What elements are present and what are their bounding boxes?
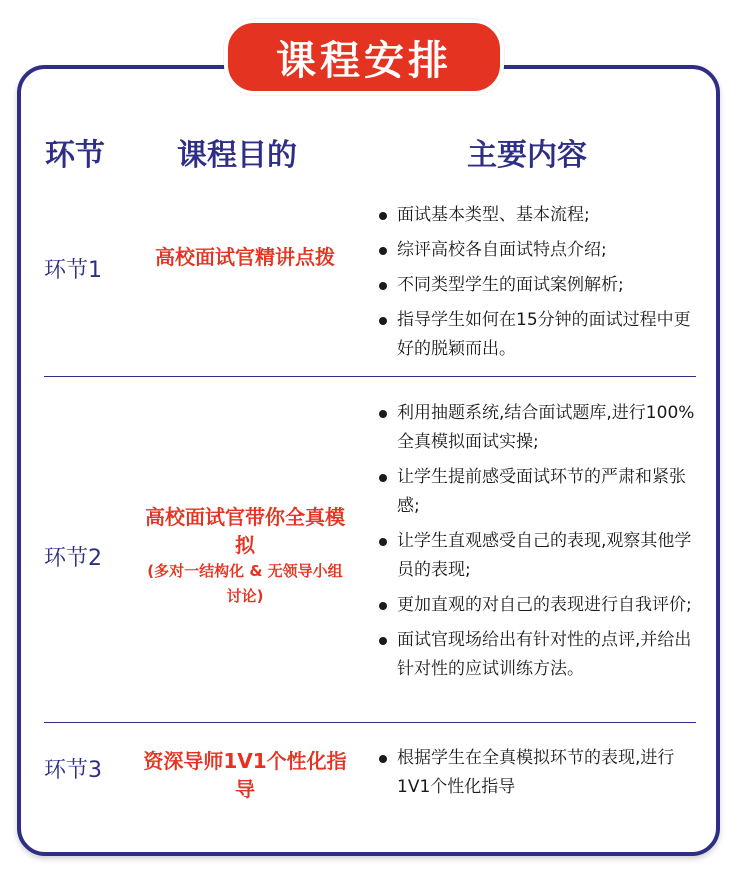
list-item: 让学生提前感受面试环节的严肃和紧张感;	[375, 463, 703, 521]
row-divider	[44, 376, 696, 377]
list-item: 根据学生在全真模拟环节的表现,进行1V1个性化指导	[375, 744, 703, 802]
header-purpose: 课程目的	[177, 138, 297, 173]
row-1-content	[375, 201, 703, 370]
bullet-icon	[379, 282, 387, 290]
row-2-purpose-title: 高校面试官带你全真模拟	[145, 505, 345, 557]
row-3-purpose-title: 资深导师1V1个性化指导	[143, 749, 347, 801]
list-item: 综评高校各自面试特点介绍;	[375, 236, 703, 265]
row-divider	[44, 722, 696, 723]
list-item: 利用抽题系统,结合面试题库,进行100%全真模拟面试实操;	[375, 399, 703, 457]
list-item: 面试官现场给出有针对性的点评,并给出针对性的应试训练方法。	[375, 626, 703, 684]
bullet-icon	[379, 755, 387, 763]
bullet-icon	[379, 474, 387, 482]
header-stage: 环节	[45, 138, 105, 173]
row-3-stage: 环节3	[44, 758, 102, 783]
list-item: 不同类型学生的面试案例解析;	[375, 271, 703, 300]
list-item: 更加直观的对自己的表现进行自我评价;	[375, 591, 703, 620]
bullet-icon	[379, 317, 387, 325]
row-2-stage: 环节2	[44, 546, 102, 571]
bullet-icon	[379, 212, 387, 220]
row-1-stage: 环节1	[44, 258, 102, 283]
list-item: 让学生直观感受自己的表现,观察其他学员的表现;	[375, 527, 703, 585]
page-title: 课程安排	[224, 19, 504, 95]
row-2-purpose-subtitle: (多对一结构化 & 无领导小组讨论)	[147, 562, 343, 605]
bullet-icon	[379, 247, 387, 255]
row-1-purpose	[140, 243, 350, 271]
bullet-icon	[379, 538, 387, 546]
bullet-icon	[379, 637, 387, 645]
row-1-purpose-title: 高校面试官精讲点拨	[155, 245, 335, 269]
row-3-content	[375, 744, 703, 808]
header-content: 主要内容	[467, 138, 587, 173]
row-3-purpose	[140, 747, 350, 803]
list-item: 指导学生如何在15分钟的面试过程中更好的脱颖而出。	[375, 306, 703, 364]
row-2-purpose	[140, 503, 350, 609]
list-item: 面试基本类型、基本流程;	[375, 201, 703, 230]
bullet-icon	[379, 410, 387, 418]
row-2-content	[375, 399, 703, 690]
bullet-icon	[379, 602, 387, 610]
